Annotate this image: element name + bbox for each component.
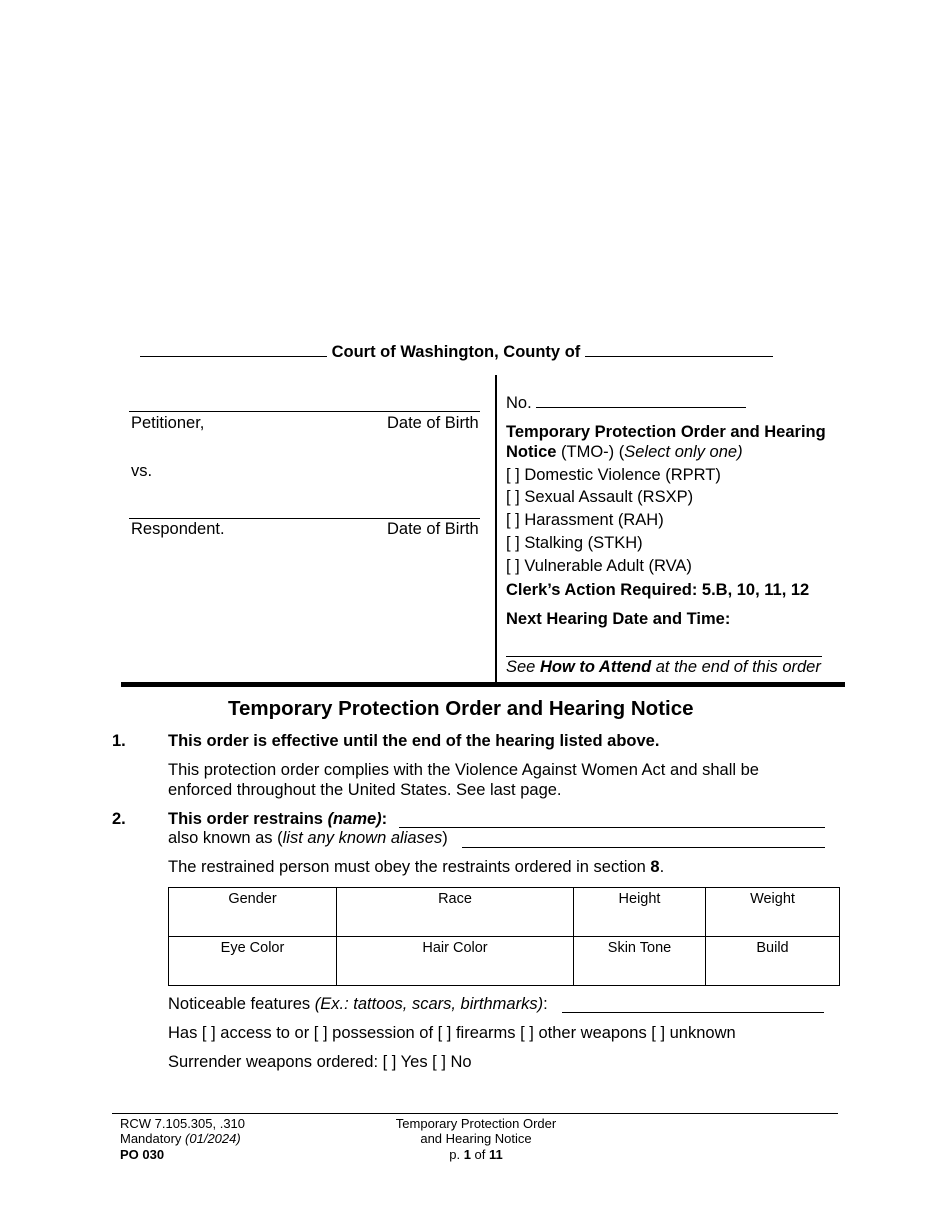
- section1-heading: This order is effective until the end of the hearing listed above.: [168, 732, 660, 750]
- clerk-action: Clerk’s Action Required: 5.B, 10, 11, 12: [506, 581, 810, 599]
- see-prefix: See: [506, 658, 540, 676]
- footer-title-line1: Temporary Protection Order: [395, 1116, 557, 1131]
- county-blank[interactable]: [585, 356, 773, 357]
- option-domestic-violence[interactable]: [ ] Domestic Violence (RPRT): [506, 466, 721, 484]
- aka-italic: list any known aliases: [282, 829, 443, 847]
- gender-cell[interactable]: Gender: [169, 888, 337, 937]
- restrains-line: [168, 810, 387, 829]
- case-number-field[interactable]: [536, 407, 746, 408]
- weight-cell[interactable]: Weight: [706, 888, 840, 937]
- race-cell[interactable]: Race: [337, 888, 574, 937]
- aka-line: [168, 829, 448, 848]
- mandatory-label: Mandatory: [120, 1131, 186, 1146]
- caption-divider: [495, 375, 497, 683]
- case-number-line: [506, 394, 746, 413]
- section1-body-line1: This protection order complies with the Violence Against Women Act and shall be: [168, 761, 759, 779]
- order-title-line2: [506, 443, 743, 462]
- restrains-label: This order restrains: [168, 810, 328, 828]
- order-title-select: Select only one): [624, 443, 743, 461]
- table-row: [169, 937, 840, 986]
- court-title: Court of Washington, County of: [331, 343, 581, 361]
- option-sexual-assault[interactable]: [ ] Sexual Assault (RSXP): [506, 488, 694, 506]
- petitioner-dob-label: Date of Birth: [387, 414, 479, 432]
- obey-text: The restrained person must obey the restraints ordered in section: [168, 858, 651, 876]
- order-title-line1: Temporary Protection Order and Hearing: [506, 423, 826, 441]
- footer-page-number: [376, 1147, 576, 1162]
- obey-period: .: [659, 858, 665, 876]
- caption-bottom-rule: [121, 682, 845, 687]
- order-title-notice: Notice: [506, 443, 557, 461]
- restrained-name-field[interactable]: [399, 827, 825, 828]
- description-table: [168, 887, 840, 986]
- how-to-attend-bold: How to Attend: [539, 658, 652, 676]
- page-of: of: [470, 1147, 490, 1162]
- section2-number: 2.: [112, 810, 126, 828]
- page-current: 1: [463, 1147, 471, 1162]
- restrains-name-hint: (name): [327, 810, 382, 828]
- aka-suffix: ): [442, 829, 448, 847]
- surrender-line[interactable]: Surrender weapons ordered: [ ] Yes [ ] No: [168, 1053, 472, 1071]
- next-hearing-field[interactable]: [506, 656, 822, 657]
- document-title: Temporary Protection Order and Hearing Notice: [228, 697, 694, 720]
- see-suffix: at the end of this order: [651, 658, 821, 676]
- table-row: [169, 888, 840, 937]
- eye-color-cell[interactable]: Eye Color: [169, 937, 337, 986]
- section1-body-line2: enforced throughout the United States. See last page.: [168, 781, 562, 799]
- mandatory-date: (01/2024): [185, 1131, 241, 1146]
- hair-color-cell[interactable]: Hair Color: [337, 937, 574, 986]
- page-total: 11: [489, 1147, 503, 1162]
- build-cell[interactable]: Build: [706, 937, 840, 986]
- features-field[interactable]: [562, 1012, 824, 1013]
- aka-prefix: also known as (: [168, 829, 283, 847]
- option-harassment[interactable]: [ ] Harassment (RAH): [506, 511, 664, 529]
- footer-mandatory: [120, 1131, 241, 1146]
- footer-rule: [112, 1113, 838, 1114]
- footer-form-number: PO 030: [120, 1147, 165, 1162]
- height-cell[interactable]: Height: [574, 888, 706, 937]
- how-to-attend-note: [506, 658, 821, 677]
- option-vulnerable-adult[interactable]: [ ] Vulnerable Adult (RVA): [506, 557, 692, 575]
- restrains-colon: :: [381, 810, 388, 828]
- features-example: (Ex.: tattoos, scars, birthmarks): [314, 995, 544, 1013]
- footer-title-line2: and Hearing Notice: [420, 1131, 532, 1146]
- respondent-line[interactable]: [129, 518, 480, 519]
- case-number-label: No.: [506, 394, 532, 412]
- petitioner-line[interactable]: [129, 411, 480, 412]
- option-stalking[interactable]: [ ] Stalking (STKH): [506, 534, 643, 552]
- petitioner-label: Petitioner,: [131, 414, 205, 432]
- respondent-label: Respondent.: [131, 520, 225, 538]
- features-label: Noticeable features: [168, 995, 315, 1013]
- obey-section: 8: [650, 858, 660, 876]
- features-colon: :: [543, 995, 548, 1013]
- section1-number: 1.: [112, 732, 126, 750]
- skin-tone-cell[interactable]: Skin Tone: [574, 937, 706, 986]
- features-line: [168, 995, 548, 1014]
- court-title-line: [140, 343, 773, 362]
- vs-label: vs.: [131, 462, 153, 480]
- footer-rcw: RCW 7.105.305, .310: [120, 1116, 246, 1131]
- aliases-field[interactable]: [462, 847, 825, 848]
- weapons-line[interactable]: Has [ ] access to or [ ] possession of [ ] firearms [ ] other weapons [ ] unknown: [168, 1024, 736, 1042]
- order-title-code: (TMO-) (: [556, 443, 625, 461]
- obey-line: [168, 858, 664, 877]
- respondent-dob-label: Date of Birth: [387, 520, 479, 538]
- page-prefix: p.: [449, 1147, 464, 1162]
- next-hearing-label: Next Hearing Date and Time:: [506, 610, 731, 628]
- county-blank-left[interactable]: [140, 356, 327, 357]
